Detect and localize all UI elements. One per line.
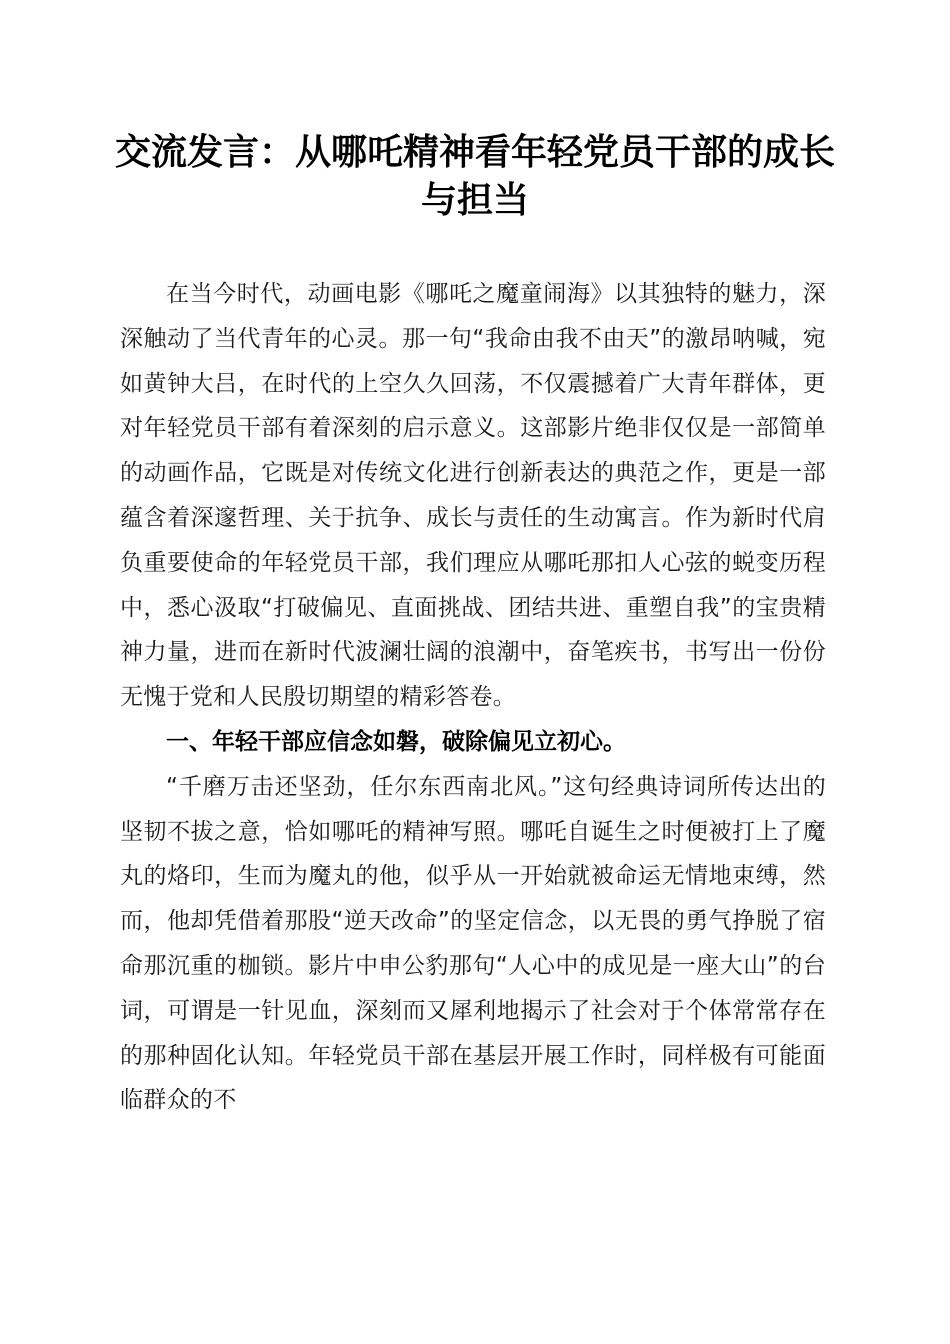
section-1-paragraph: “千磨万击还坚劲，任尔东西南北风。”这句经典诗词所传达出的坚韧不拔之意，恰如哪吒的精神写照。哪吒自诞生之时便被打上了魔丸的烙印，生而为魔丸的他，似乎从一开始就被命运无情地束缚，然而，他却凭借着那股“逆天改命”的坚定信念，以无畏的勇气挣脱了宿命那沉重的枷锁。影片中申公豹那句“人心中的成见是一座大山”的台词，可谓是一针见血，深刻而又犀利地揭示了社会对于个体常常存在的那种固化认知。年轻党员干部在基层开展工作时，同样极有可能面临群众的不 — [120, 773, 826, 1114]
section-heading-1: 一、年轻干部应信念如磐，破除偏见立初心。 — [166, 728, 626, 755]
page-title — [105, 128, 845, 224]
title-line-2: 与担当 — [420, 179, 529, 221]
document-body — [120, 272, 826, 1123]
title-line-1: 交流发言：从哪吒精神看年轻党员干部的成长 — [114, 131, 835, 173]
intro-paragraph: 在当今时代，动画电影《哪吒之魔童闹海》以其独特的魅力，深深触动了当代青年的心灵。那一句“我命由我不由天”的激昂呐喊，宛如黄钟大吕，在时代的上空久久回荡，不仅震撼着广大青年群体，更对年轻党员干部有着深刻的启示意义。这部影片绝非仅仅是一部简单的动画作品，它既是对传统文化进行创新表达的典范之作，更是一部蕴含着深邃哲理、关于抗争、成长与责任的生动寓言。作为新时代肩负重要使命的年轻党员干部，我们理应从哪吒那扣人心弦的蜕变历程中，悉心汲取“打破偏见、直面挑战、团结共进、重塑自我”的宝贵精神力量，进而在新时代波澜壮阔的浪潮中，奋笔疾书，书写出一份份无愧于党和人民殷切期望的精彩答卷。 — [120, 281, 826, 711]
